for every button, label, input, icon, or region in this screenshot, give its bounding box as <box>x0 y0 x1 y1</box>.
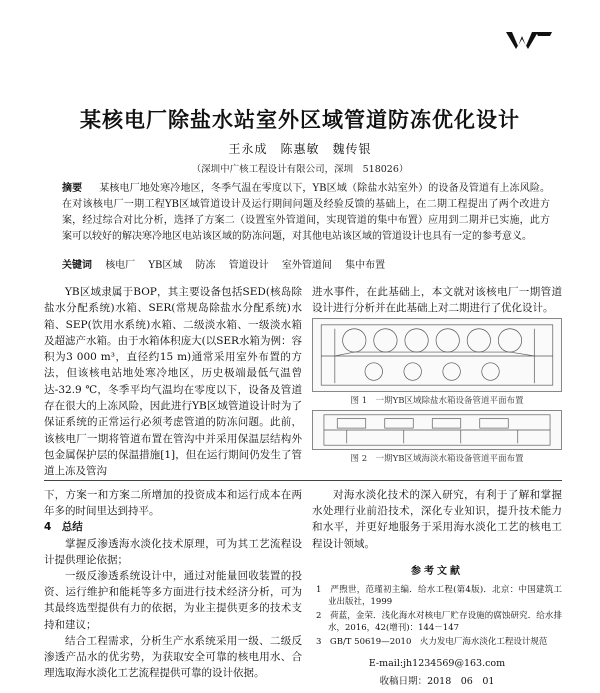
figure-1-caption: 图 1 一期YB区域除盐水箱设备管道平面布置 <box>350 396 524 406</box>
paragraph: 一级反渗透系统设计中，通过对能量回收装置的投资、运行维护和能耗等多方面进行技术经济分析，可为其最终选型提供有力的依据，为业主提供更多的技术支持和建议； <box>44 570 302 631</box>
received-date: 收稿日期：2018 06 01 <box>379 676 495 688</box>
author-email: E-mail:jh1234569@163.com <box>368 658 506 670</box>
section-divider <box>44 480 562 481</box>
paragraph: 掌握反渗透海水淡化技术原理，可为其工艺流程设计提供理论依据； <box>44 537 302 566</box>
keyword: 核电厂 <box>105 260 136 271</box>
paragraph: 下，方案一和方案二所增加的投资成本和运行成本在两年多的时间里达到持平。 <box>44 489 302 518</box>
references-heading: 参考文献 <box>411 565 463 577</box>
paragraph: 结合工程需求，分析生产水系统采用一级、二级反渗透产品水的优劣势，为获取安全可靠的核电用水、合理选取海水淡化工艺流程提供可靠的设计依据。 <box>44 634 302 680</box>
section-heading: 4 总结 <box>44 521 83 534</box>
reference-item: 2 荷蓝，金荣．浅化海水对核电厂贮存设施的腐蚀研究．给水排水，2016，42(增刊)：144－147 <box>316 611 562 634</box>
article-authors: 王永成 陈惠敏 魏传银 <box>228 142 372 156</box>
abstract <box>62 181 550 245</box>
keyword: 管道设计 <box>228 260 269 271</box>
article-title: 某核电厂除盐水站室外区域管道防冻优化设计 <box>80 108 520 132</box>
paragraph: 对海水淡化技术的深入研究，有利于了解和掌握水处理行业前沿技术，深化专业知识，提升技术能力和水平，并更好地服务于采用海水淡化工艺的核电工程设计领域。 <box>312 489 562 550</box>
abstract-label: 摘要 <box>62 183 83 194</box>
keywords <box>62 259 550 273</box>
author-affiliation: （深圳中广核工程设计有限公司，深圳 518026） <box>191 164 409 175</box>
keyword: 室外管道间 <box>281 260 332 271</box>
bottom-right-column <box>312 487 562 690</box>
figure-1-layout-drawing <box>312 318 562 392</box>
reference-item: 3 GB/T 50619—2010 火力发电厂海水淡化工程设计规范 <box>316 637 548 648</box>
keywords-label: 关键词 <box>62 260 92 271</box>
keyword: 集中布置 <box>345 260 386 271</box>
reference-item: 1 严煦世，范瑾初主编．给水工程(第4版)．北京：中国建筑工业出版社，1999 <box>316 585 562 608</box>
keyword: 防冻 <box>195 260 216 271</box>
body-left-column: YB区域隶属于BOP，其主要设备包括SED(核岛除盐水分配系统)水箱、SER(常规岛除盐水分配系统)水箱、SEP(饮用水系统)水箱、二级淡水箱、一级淡水箱及超滤产水箱。由于水箱体积庞大(以SER水箱为例：容积为3 000 m³，直径约15 m)通常采用室外布置的方法，但该核电站地处寒冷地区，历史极端最低气温曾达-32.9 ℃，冬季平均气温均在零度以下，设备及管道存在很大的上冻风险，因此进行YB区域管道设计时为了保证系统的正常运行必须考虑管道的防冻问题。此前，该核电厂一期将管道布置在管沟中并采用保温层结构外包金属保护层的保温措施[1]，但在运行期间仍发生了管道上冻及管沟 <box>44 286 302 478</box>
body-right-column: 进水事件，在此基础上，本文就对该核电厂一期管道设计进行分析并在此基础上对二期进行了优化设计。 <box>312 286 562 315</box>
keyword: YB区域 <box>148 260 183 271</box>
bottom-left-column <box>44 487 302 681</box>
figure-2-layout-drawing <box>312 410 562 450</box>
figure-2-caption: 图 2 一期YB区域海淡水箱设备管道平面布置 <box>350 454 524 464</box>
journal-logo-icon <box>506 30 552 50</box>
abstract-text: 某核电厂地处寒冷地区，冬季气温在零度以下，YB区域（除盐水站室外）的设备及管道有上冻风险。在对该核电厂一期工程YB区域管道设计及运行期间问题及经验反馈的基础上，在二期工程提出了两个改进方案，经过综合对比分析，选择了方案二（设置室外管道间，实现管道的集中布置）应用到二期并已实施，此方案可以较好的解决寒冷地区电站该区域的防冻问题，对其他电站该区域的管道设计也具有一定的参考意义。 <box>62 183 551 242</box>
